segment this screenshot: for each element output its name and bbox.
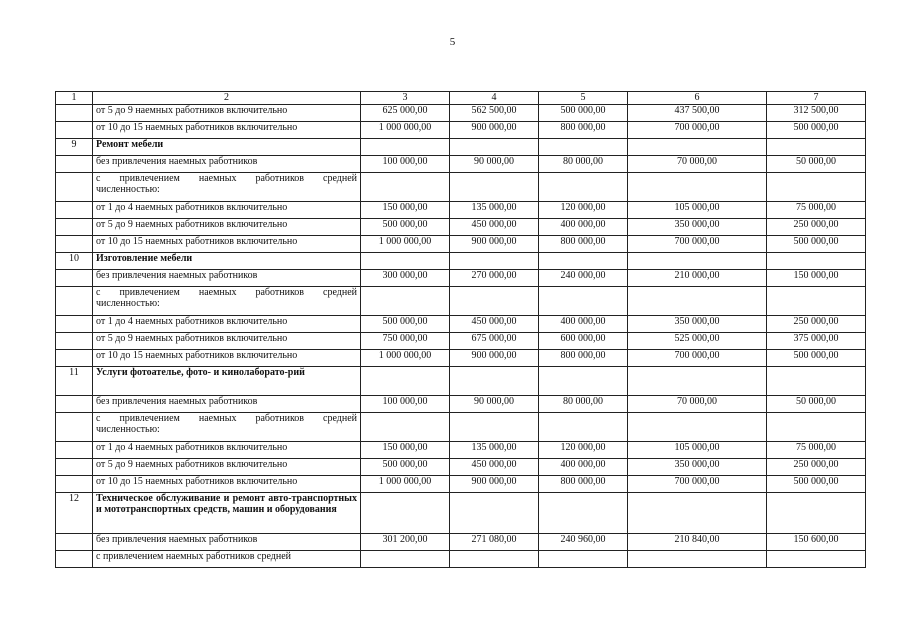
table-row bbox=[56, 105, 866, 122]
value-cell: 400 000,00 bbox=[539, 459, 628, 476]
section-row bbox=[56, 367, 866, 396]
value-cell: 900 000,00 bbox=[450, 122, 539, 139]
section-title: Ремонт мебели bbox=[93, 139, 361, 156]
value-cell: 240 960,00 bbox=[539, 534, 628, 551]
value-cell: 500 000,00 bbox=[361, 316, 450, 333]
table-row bbox=[56, 270, 866, 287]
value-cell: 271 080,00 bbox=[450, 534, 539, 551]
row-number: 10 bbox=[56, 253, 93, 270]
row-number bbox=[56, 459, 93, 476]
column-header: 6 bbox=[628, 92, 767, 105]
value-cell bbox=[628, 367, 767, 396]
value-cell: 80 000,00 bbox=[539, 396, 628, 413]
table-row bbox=[56, 396, 866, 413]
value-cell: 210 840,00 bbox=[628, 534, 767, 551]
table-row bbox=[56, 442, 866, 459]
value-cell: 50 000,00 bbox=[767, 396, 866, 413]
value-cell: 105 000,00 bbox=[628, 442, 767, 459]
section-row bbox=[56, 253, 866, 270]
row-number bbox=[56, 105, 93, 122]
row-number: 11 bbox=[56, 367, 93, 396]
value-cell: 500 000,00 bbox=[361, 459, 450, 476]
value-cell bbox=[450, 493, 539, 534]
row-description: с привлечением наемных работников средней численностью: bbox=[93, 287, 361, 316]
section-title: Услуги фотоателье, фото- и кинолаборато-рий bbox=[93, 367, 361, 396]
value-cell bbox=[450, 253, 539, 270]
row-description: без привлечения наемных работников bbox=[93, 534, 361, 551]
section-title: Техническое обслуживание и ремонт авто-транспортных и мототранспортных средств, машин и оборудования bbox=[93, 493, 361, 534]
value-cell: 1 000 000,00 bbox=[361, 350, 450, 367]
value-cell bbox=[450, 173, 539, 202]
row-number: 9 bbox=[56, 139, 93, 156]
value-cell: 75 000,00 bbox=[767, 202, 866, 219]
value-cell bbox=[450, 287, 539, 316]
value-cell bbox=[767, 173, 866, 202]
value-cell bbox=[361, 287, 450, 316]
value-cell: 100 000,00 bbox=[361, 156, 450, 173]
row-description: от 5 до 9 наемных работников включительно bbox=[93, 105, 361, 122]
value-cell: 210 000,00 bbox=[628, 270, 767, 287]
table-row bbox=[56, 459, 866, 476]
value-cell: 250 000,00 bbox=[767, 316, 866, 333]
value-cell: 250 000,00 bbox=[767, 459, 866, 476]
value-cell bbox=[767, 287, 866, 316]
value-cell bbox=[539, 139, 628, 156]
table-row bbox=[56, 413, 866, 442]
value-cell: 900 000,00 bbox=[450, 236, 539, 253]
column-header: 3 bbox=[361, 92, 450, 105]
row-description: от 10 до 15 наемных работников включительно bbox=[93, 476, 361, 493]
value-cell bbox=[628, 551, 767, 568]
row-number bbox=[56, 396, 93, 413]
value-cell: 800 000,00 bbox=[539, 122, 628, 139]
value-cell bbox=[767, 551, 866, 568]
value-cell: 400 000,00 bbox=[539, 316, 628, 333]
value-cell: 800 000,00 bbox=[539, 236, 628, 253]
value-cell: 50 000,00 bbox=[767, 156, 866, 173]
table-row bbox=[56, 350, 866, 367]
value-cell bbox=[628, 287, 767, 316]
row-number bbox=[56, 219, 93, 236]
value-cell bbox=[767, 413, 866, 442]
value-cell: 450 000,00 bbox=[450, 459, 539, 476]
row-number bbox=[56, 534, 93, 551]
value-cell: 800 000,00 bbox=[539, 476, 628, 493]
value-cell: 1 000 000,00 bbox=[361, 122, 450, 139]
value-cell: 350 000,00 bbox=[628, 316, 767, 333]
value-cell bbox=[767, 253, 866, 270]
table-row bbox=[56, 156, 866, 173]
row-description: с привлечением наемных работников средней численностью: bbox=[93, 413, 361, 442]
value-cell: 700 000,00 bbox=[628, 350, 767, 367]
value-cell bbox=[767, 367, 866, 396]
value-cell: 375 000,00 bbox=[767, 333, 866, 350]
value-cell bbox=[628, 413, 767, 442]
column-header: 4 bbox=[450, 92, 539, 105]
value-cell: 70 000,00 bbox=[628, 156, 767, 173]
section-row bbox=[56, 493, 866, 534]
row-number bbox=[56, 270, 93, 287]
value-cell bbox=[767, 493, 866, 534]
value-cell: 900 000,00 bbox=[450, 476, 539, 493]
row-description: от 5 до 9 наемных работников включительно bbox=[93, 219, 361, 236]
row-description: от 1 до 4 наемных работников включительно bbox=[93, 202, 361, 219]
value-cell: 625 000,00 bbox=[361, 105, 450, 122]
value-cell: 100 000,00 bbox=[361, 396, 450, 413]
value-cell bbox=[450, 367, 539, 396]
value-cell bbox=[361, 173, 450, 202]
row-number bbox=[56, 236, 93, 253]
value-cell: 135 000,00 bbox=[450, 202, 539, 219]
row-number bbox=[56, 476, 93, 493]
value-cell: 500 000,00 bbox=[767, 236, 866, 253]
value-cell bbox=[361, 253, 450, 270]
value-cell: 150 000,00 bbox=[361, 202, 450, 219]
value-cell: 500 000,00 bbox=[539, 105, 628, 122]
value-cell bbox=[539, 253, 628, 270]
value-cell: 700 000,00 bbox=[628, 236, 767, 253]
row-description: от 5 до 9 наемных работников включительно bbox=[93, 333, 361, 350]
table-row bbox=[56, 287, 866, 316]
row-description: от 10 до 15 наемных работников включительно bbox=[93, 122, 361, 139]
section-row bbox=[56, 139, 866, 156]
row-number bbox=[56, 350, 93, 367]
column-header: 1 bbox=[56, 92, 93, 105]
value-cell bbox=[450, 413, 539, 442]
value-cell bbox=[628, 253, 767, 270]
row-number bbox=[56, 316, 93, 333]
value-cell: 500 000,00 bbox=[767, 476, 866, 493]
value-cell: 250 000,00 bbox=[767, 219, 866, 236]
row-description: с привлечением наемных работников средней численностью: bbox=[93, 173, 361, 202]
value-cell: 240 000,00 bbox=[539, 270, 628, 287]
value-cell: 120 000,00 bbox=[539, 202, 628, 219]
value-cell: 450 000,00 bbox=[450, 219, 539, 236]
value-cell: 800 000,00 bbox=[539, 350, 628, 367]
value-cell: 350 000,00 bbox=[628, 459, 767, 476]
table-row bbox=[56, 122, 866, 139]
table-row bbox=[56, 202, 866, 219]
value-cell: 70 000,00 bbox=[628, 396, 767, 413]
value-cell: 80 000,00 bbox=[539, 156, 628, 173]
row-number bbox=[56, 413, 93, 442]
row-description: без привлечения наемных работников bbox=[93, 156, 361, 173]
row-description: от 10 до 15 наемных работников включительно bbox=[93, 236, 361, 253]
row-number bbox=[56, 551, 93, 568]
page-number: 5 bbox=[449, 36, 456, 48]
table-row bbox=[56, 534, 866, 551]
value-cell: 1 000 000,00 bbox=[361, 476, 450, 493]
value-cell bbox=[361, 367, 450, 396]
value-cell bbox=[361, 139, 450, 156]
table-row bbox=[56, 333, 866, 350]
value-cell bbox=[628, 493, 767, 534]
value-cell: 300 000,00 bbox=[361, 270, 450, 287]
table-row bbox=[56, 551, 866, 568]
value-cell: 675 000,00 bbox=[450, 333, 539, 350]
value-cell bbox=[539, 287, 628, 316]
table-row bbox=[56, 219, 866, 236]
value-cell bbox=[450, 139, 539, 156]
row-description: без привлечения наемных работников bbox=[93, 396, 361, 413]
section-title: Изготовление мебели bbox=[93, 253, 361, 270]
value-cell bbox=[539, 367, 628, 396]
value-cell: 270 000,00 bbox=[450, 270, 539, 287]
value-cell: 312 500,00 bbox=[767, 105, 866, 122]
row-number bbox=[56, 156, 93, 173]
value-cell: 75 000,00 bbox=[767, 442, 866, 459]
table-row bbox=[56, 476, 866, 493]
value-cell: 90 000,00 bbox=[450, 156, 539, 173]
value-cell: 700 000,00 bbox=[628, 122, 767, 139]
value-cell: 700 000,00 bbox=[628, 476, 767, 493]
row-number bbox=[56, 442, 93, 459]
value-cell: 450 000,00 bbox=[450, 316, 539, 333]
value-cell: 562 500,00 bbox=[450, 105, 539, 122]
value-cell bbox=[767, 139, 866, 156]
column-header: 5 bbox=[539, 92, 628, 105]
value-cell: 437 500,00 bbox=[628, 105, 767, 122]
column-header: 7 bbox=[767, 92, 866, 105]
value-cell bbox=[539, 173, 628, 202]
value-cell: 500 000,00 bbox=[361, 219, 450, 236]
row-description: с привлечением наемных работников средней bbox=[93, 551, 361, 568]
row-number bbox=[56, 287, 93, 316]
row-description: без привлечения наемных работников bbox=[93, 270, 361, 287]
value-cell: 600 000,00 bbox=[539, 333, 628, 350]
value-cell: 120 000,00 bbox=[539, 442, 628, 459]
value-cell: 105 000,00 bbox=[628, 202, 767, 219]
row-number bbox=[56, 202, 93, 219]
value-cell: 500 000,00 bbox=[767, 350, 866, 367]
row-number: 12 bbox=[56, 493, 93, 534]
row-number bbox=[56, 333, 93, 350]
value-cell bbox=[450, 551, 539, 568]
value-cell: 750 000,00 bbox=[361, 333, 450, 350]
value-cell bbox=[628, 139, 767, 156]
value-cell: 400 000,00 bbox=[539, 219, 628, 236]
value-cell: 301 200,00 bbox=[361, 534, 450, 551]
value-cell bbox=[539, 493, 628, 534]
value-cell: 900 000,00 bbox=[450, 350, 539, 367]
value-cell: 350 000,00 bbox=[628, 219, 767, 236]
value-cell: 500 000,00 bbox=[767, 122, 866, 139]
value-cell bbox=[361, 413, 450, 442]
row-description: от 1 до 4 наемных работников включительно bbox=[93, 442, 361, 459]
value-cell bbox=[361, 551, 450, 568]
column-header: 2 bbox=[93, 92, 361, 105]
value-cell: 150 000,00 bbox=[767, 270, 866, 287]
value-cell bbox=[539, 551, 628, 568]
table-row bbox=[56, 316, 866, 333]
value-cell: 135 000,00 bbox=[450, 442, 539, 459]
row-description: от 1 до 4 наемных работников включительно bbox=[93, 316, 361, 333]
value-cell: 150 600,00 bbox=[767, 534, 866, 551]
row-description: от 5 до 9 наемных работников включительно bbox=[93, 459, 361, 476]
value-cell: 525 000,00 bbox=[628, 333, 767, 350]
header-row bbox=[56, 92, 866, 105]
value-cell bbox=[539, 413, 628, 442]
table-row bbox=[56, 236, 866, 253]
value-cell: 1 000 000,00 bbox=[361, 236, 450, 253]
value-cell: 90 000,00 bbox=[450, 396, 539, 413]
value-cell: 150 000,00 bbox=[361, 442, 450, 459]
row-number bbox=[56, 173, 93, 202]
value-cell bbox=[628, 173, 767, 202]
row-number bbox=[56, 122, 93, 139]
row-description: от 10 до 15 наемных работников включительно bbox=[93, 350, 361, 367]
rates-table bbox=[55, 91, 866, 568]
table-row bbox=[56, 173, 866, 202]
value-cell bbox=[361, 493, 450, 534]
